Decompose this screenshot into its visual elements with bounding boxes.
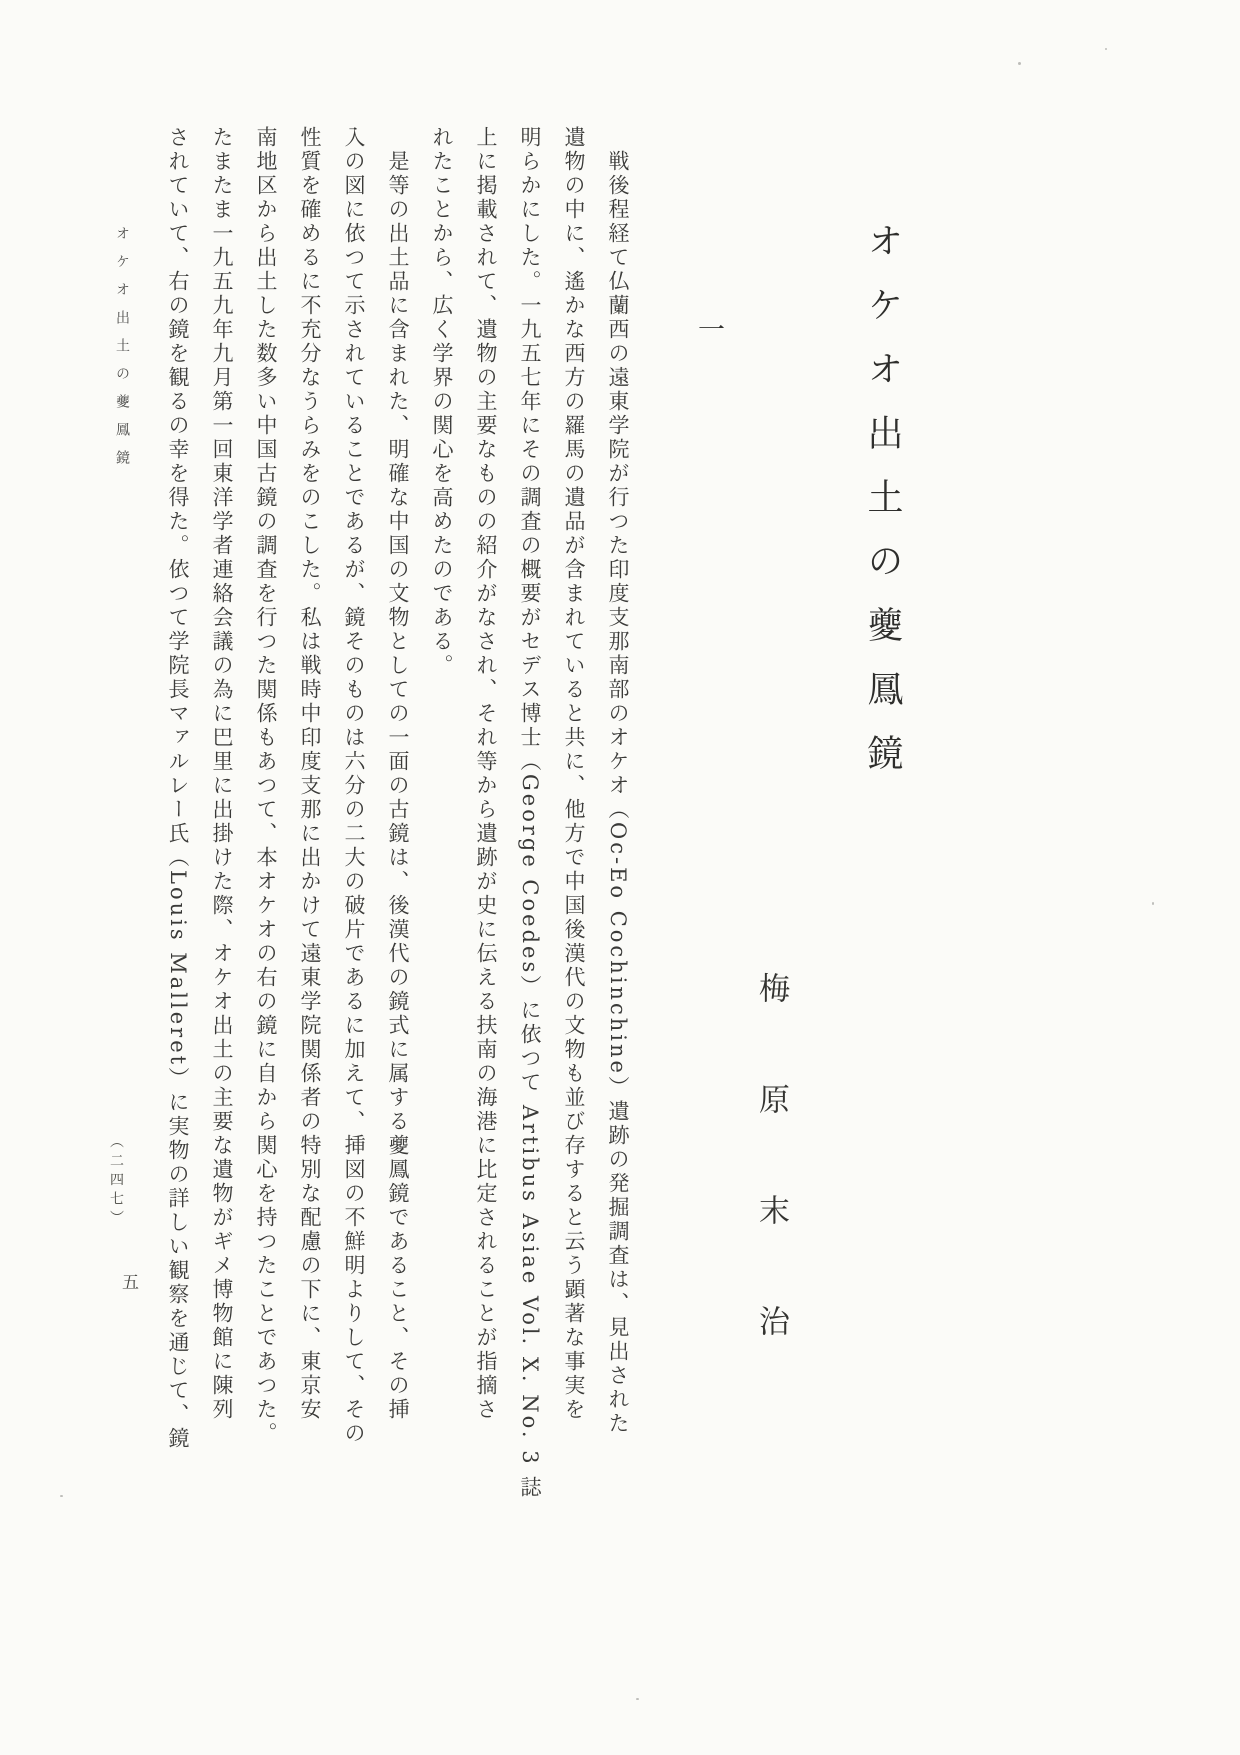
noise-speck (636, 1698, 639, 1700)
text-column: 南地区から出土した数多い中国古鏡の調査を行つた関係もあつて、本オケオの右の鏡に自から関心を持つたことであつた。 (254, 126, 278, 1446)
page-number: 五 (122, 1273, 139, 1293)
running-title: オケオ出土の夔鳳鏡 (114, 226, 130, 478)
noise-speck (1018, 62, 1021, 65)
noise-speck (1105, 48, 1107, 50)
section-marker: 一 (693, 315, 724, 342)
text-column: れたことから、広く学界の関心を高めたのである。 (430, 126, 454, 678)
page-title: オケオ出土の夔鳳鏡 (862, 222, 903, 798)
noise-speck (1152, 902, 1154, 905)
text-column: 上に掲載されて、遺物の主要なものの紹介がなされ、それ等から遺跡が史に伝える扶南の海港に比定されることが指摘さ (474, 126, 498, 1422)
body-text (156, 126, 640, 1501)
text-column: 戦後程経て仏蘭西の遠東学院が行つた印度支那南部のオケオ（Oc-Eo Cochinchine）遺跡の発掘調査は、見出された (606, 126, 630, 1436)
author-name: 梅原末治 (753, 972, 789, 1416)
text-column: 性質を確めるに不充分なうらみをのこした。私は戦時中印度支那に出かけて遠東学院関係者の特別な配慮の下に、東京安 (298, 126, 322, 1422)
text-column: 明らかにした。一九五七年にその調査の概要がセデス博士（George Coedes）に依つて Artibus Asiae Vol. X. No. 3 誌 (518, 126, 542, 1501)
text-column: 遺物の中に、遙かな西方の羅馬の遺品が含まれていると共に、他方で中国後漢代の文物も並び存すると云う顕著な事実を (562, 126, 586, 1422)
text-column: されていて、右の鏡を観るの幸を得た。依つて学院長マァルレー氏（Louis Malleret）に実物の詳しい観察を通じて、鏡 (166, 126, 190, 1452)
noise-speck (60, 1495, 63, 1497)
text-column: 入の図に依つて示されていることであるが、鏡そのものは六分の二大の破片であるに加えて、挿図の不鮮明よりして、その (342, 126, 366, 1446)
text-column: 是等の出土品に含まれた、明確な中国の文物としての一面の古鏡は、後漢代の鏡式に属する夔鳳鏡であること、その挿 (386, 126, 410, 1422)
text-column: たまたま一九五九年九月第一回東洋学者連絡会議の為に巴里に出掛けた際、オケオ出土の主要な遺物がギメ博物館に陳列 (210, 126, 234, 1422)
folio-number: （二四七） (108, 1134, 124, 1229)
